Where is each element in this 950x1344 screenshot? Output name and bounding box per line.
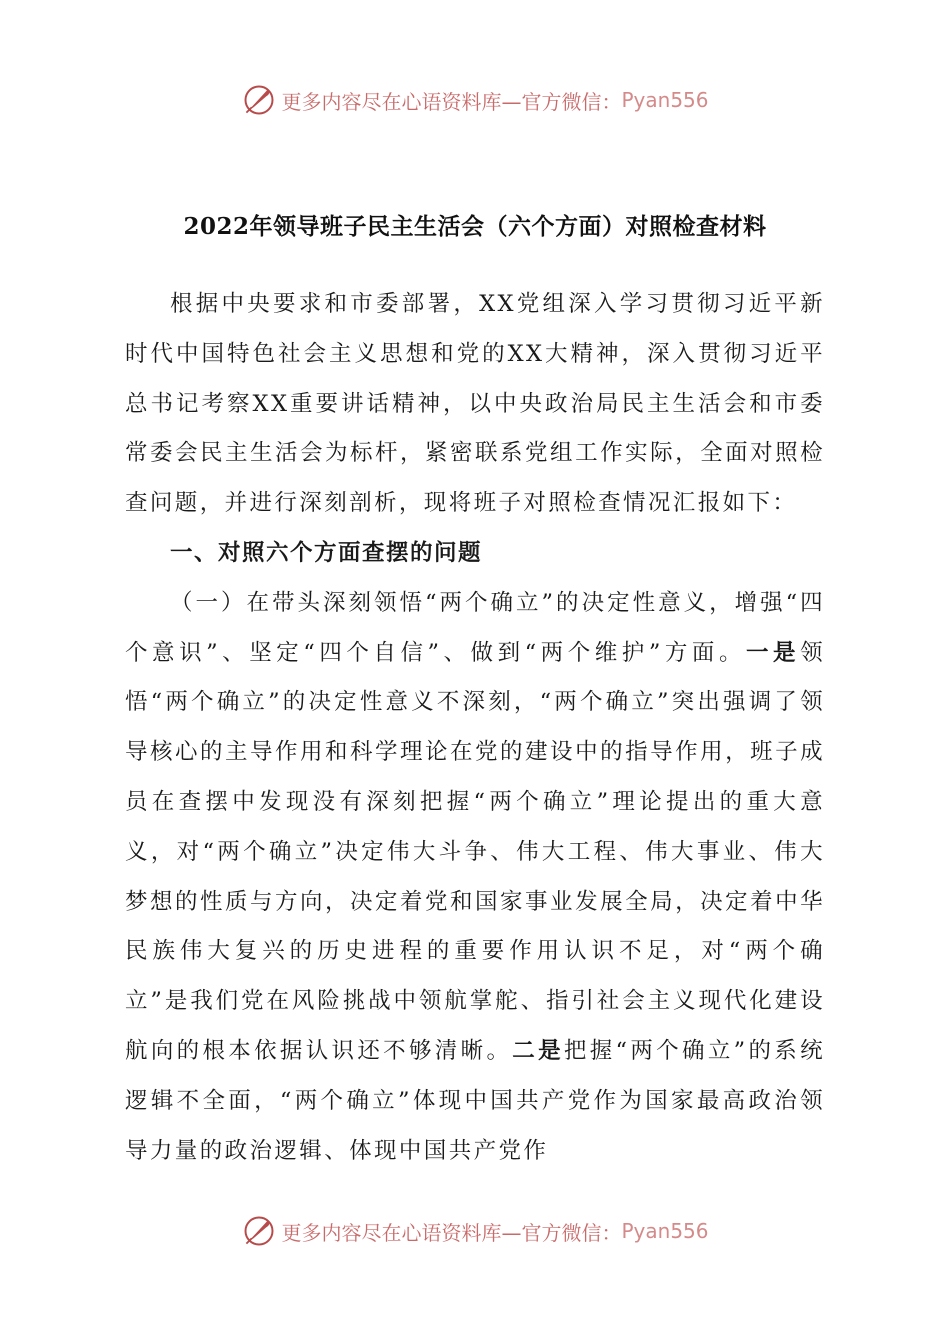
section-heading-1: 一、对照六个方面查摆的问题	[170, 539, 483, 566]
quill-logo-icon	[241, 82, 277, 118]
watermark-text: 更多内容尽在心语资料库—官方微信：	[281, 89, 622, 114]
subsection-paragraph-1	[125, 579, 825, 1177]
watermark-wechat-id: Pyan556	[621, 1219, 709, 1243]
document-body	[125, 280, 825, 1176]
point-text-2: 把握“两个确立”的系统逻辑不全面，“两个确立”体现中国共产党作为国家最高政治领导力量的政治逻辑、体现中国共产党作	[125, 1037, 825, 1164]
subsection-title-text: （一）在带头深刻领悟“两个确立”的决定性意义，增强“四个意识”、坚定“四个自信”、做到“两个维护”方面。	[125, 589, 825, 666]
watermark-header	[0, 82, 950, 118]
watermark-wechat-id: Pyan556	[621, 88, 709, 112]
point-text-1: 领悟“两个确立”的决定性意义不深刻，“两个确立”突出强调了领导核心的主导作用和科学理论在党的建设中的指导作用，班子成员在查摆中发现没有深刻把握“两个确立”理论提出的重大意义，对“两个确立”决定伟大斗争、伟大工程、伟大事业、伟大梦想的性质与方向，决定着党和国家事业发展全局，决定着中华民族伟大复兴的历史进程的重要作用认识不足，对“两个确立”是我们党在风险挑战中领航掌舵、指引社会主义现代化建设航向的根本依据认识还不够清晰。	[125, 639, 826, 1064]
watermark-text: 更多内容尽在心语资料库—官方微信：	[281, 1220, 622, 1245]
document-title: 2022年领导班子民主生活会（六个方面）对照检查材料	[183, 213, 767, 240]
quill-logo-icon	[241, 1213, 277, 1249]
watermark-footer	[0, 1213, 950, 1249]
point-marker-2: 二是	[512, 1037, 564, 1064]
point-marker-1: 一是	[746, 639, 801, 666]
intro-paragraph: 根据中央要求和市委部署，XX党组深入学习贯彻习近平新时代中国特色社会主义思想和党的XX大精神，深入贯彻习近平总书记考察XX重要讲话精神，以中央政治局民主生活会和市委常委会民主生活会为标杆，紧密联系党组工作实际，全面对照检查问题，并进行深刻剖析，现将班子对照检查情况汇报如下：	[125, 291, 825, 517]
